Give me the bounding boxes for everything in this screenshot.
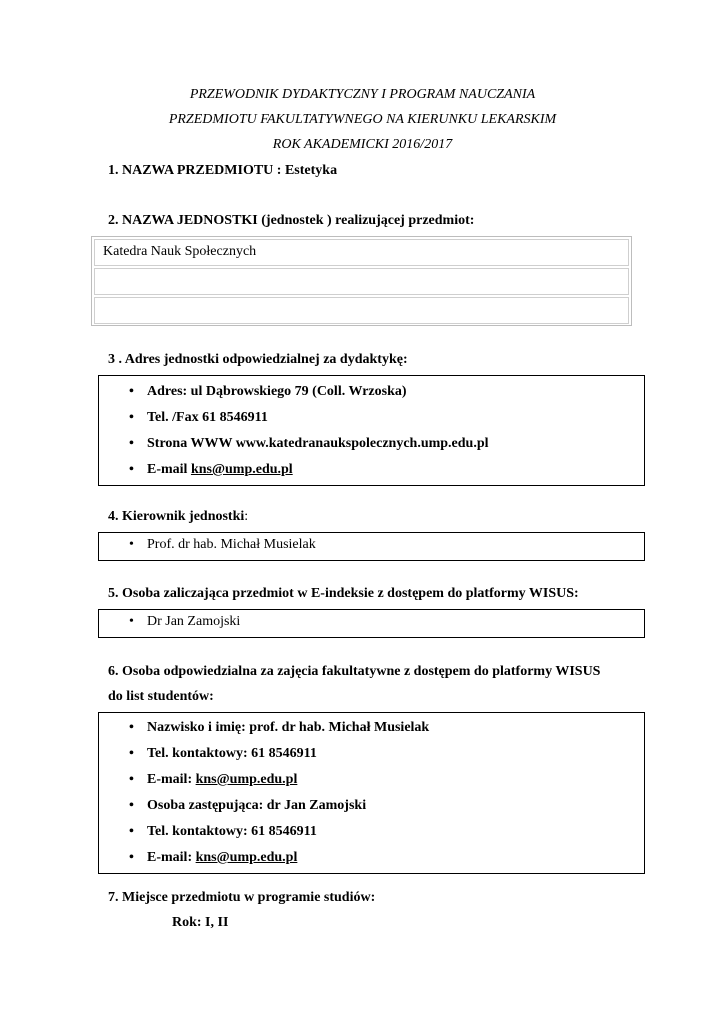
phone-item: • Tel. /Fax 61 8546911 xyxy=(99,405,644,431)
unit-table xyxy=(91,236,632,326)
doc-header-line-3: ROK AKADEMICKI 2016/2017 xyxy=(272,137,453,152)
grader-item: • Dr Jan Zamojski xyxy=(99,610,644,634)
email-link[interactable]: kns@ump.edu.pl xyxy=(195,772,298,787)
deputy-item: • Osoba zastępująca: dr Jan Zamojski xyxy=(99,793,644,819)
unit-row-1: Katedra Nauk Społecznych xyxy=(94,239,629,266)
address-box xyxy=(98,375,645,486)
email-link[interactable]: kns@ump.edu.pl xyxy=(195,850,298,865)
unit-row-2 xyxy=(94,268,629,295)
phone-item: • Tel. kontaktowy: 61 8546911 xyxy=(99,741,644,767)
section-7-title: 7. Miejsce przedmiotu w programie studiów: xyxy=(108,890,376,905)
section-5-title: 5. Osoba zaliczająca przedmiot w E-indeksie z dostępem do platformy WISUS: xyxy=(108,586,579,601)
section-2-title: 2. NAZWA JEDNOSTKI (jednostek ) realizującej przedmiot: xyxy=(108,213,475,228)
unit-row-3 xyxy=(94,297,629,324)
section-6-title-line-2: do list studentów: xyxy=(108,689,214,704)
section-3-title: 3 . Adres jednostki odpowiedzialnej za dydaktykę: xyxy=(108,352,408,367)
section-1-title: 1. NAZWA PRZEDMIOTU : Estetyka xyxy=(108,163,338,178)
email-item: • E-mail: kns@ump.edu.pl xyxy=(99,845,644,871)
section-4-title: 4. Kierownik jednostki: xyxy=(108,509,249,524)
email-item: • E-mail: kns@ump.edu.pl xyxy=(99,767,644,793)
grader-box xyxy=(98,609,645,638)
responsible-box xyxy=(98,712,645,874)
website-item: • Strona WWW www.katedranaukspolecznych.ump.edu.pl xyxy=(99,431,644,457)
study-year: Rok: I, II xyxy=(172,915,229,930)
address-item: • Adres: ul Dąbrowskiego 79 (Coll. Wrzoska) xyxy=(99,379,644,405)
doc-header-line-1: PRZEWODNIK DYDAKTYCZNY I PROGRAM NAUCZANIA xyxy=(189,87,536,102)
name-item: • Nazwisko i imię: prof. dr hab. Michał Musielak xyxy=(99,715,644,741)
email-item: • E-mail kns@ump.edu.pl xyxy=(99,457,644,483)
section-6-title-line-1: 6. Osoba odpowiedzialna za zajęcia fakultatywne z dostępem do platformy WISUS xyxy=(108,664,601,679)
phone-item: • Tel. kontaktowy: 61 8546911 xyxy=(99,819,644,845)
head-item: • Prof. dr hab. Michał Musielak xyxy=(99,533,644,557)
head-box xyxy=(98,532,645,561)
email-link[interactable]: kns@ump.edu.pl xyxy=(190,462,293,477)
doc-header-line-2: PRZEDMIOTU FAKULTATYWNEGO NA KIERUNKU LEKARSKIM xyxy=(168,112,557,127)
